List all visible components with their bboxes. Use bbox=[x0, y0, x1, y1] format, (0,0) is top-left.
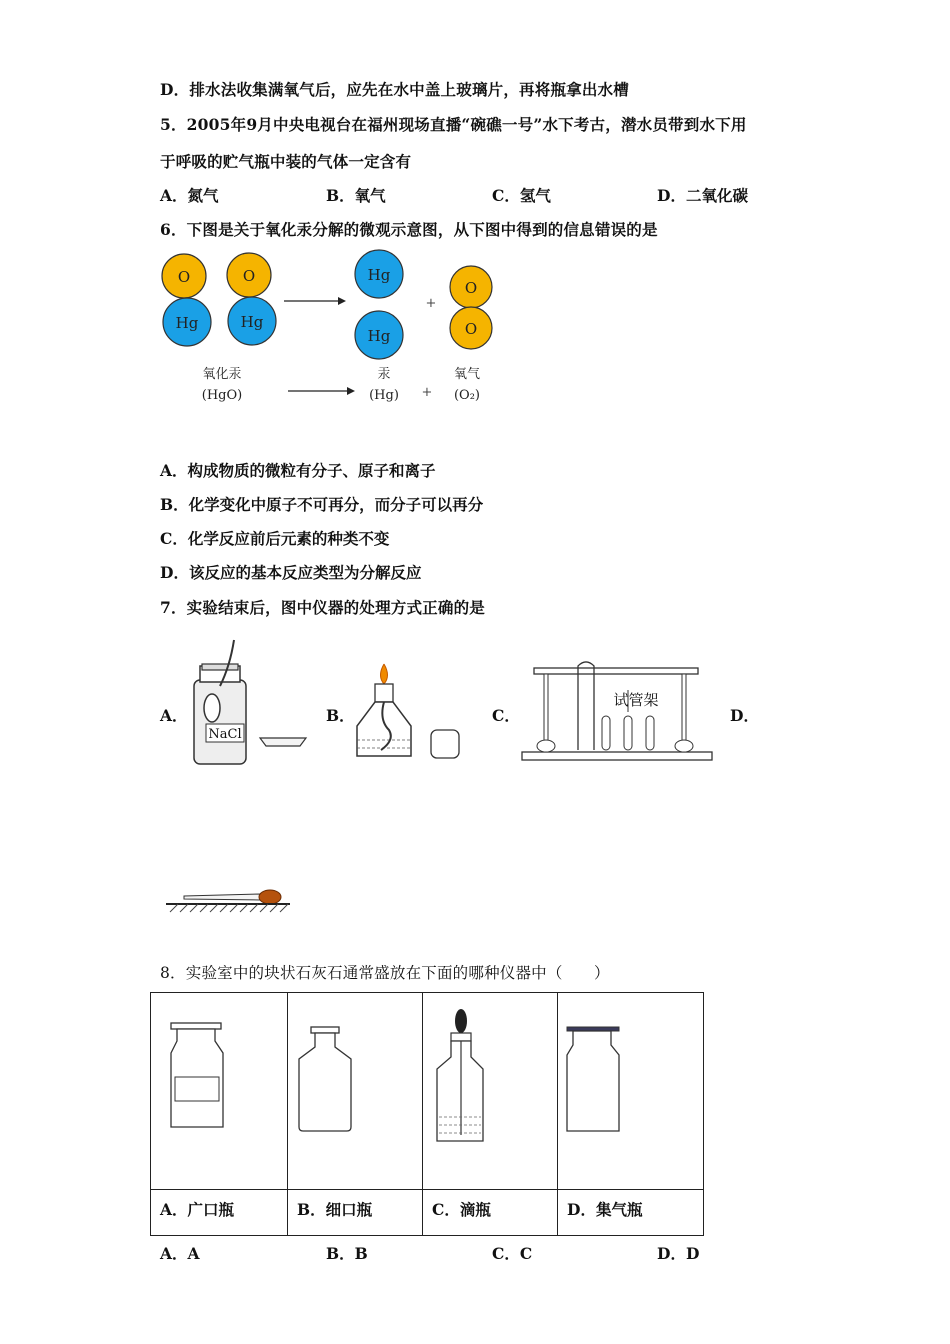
lamp-neck bbox=[375, 684, 393, 702]
label-hgo-formula: (HgO) bbox=[201, 388, 243, 403]
label-hg-formula: (Hg) bbox=[369, 388, 399, 403]
atom-label-hg: Hg bbox=[240, 313, 264, 331]
gas-collecting-bottle-icon bbox=[565, 1025, 625, 1135]
label-hgo-name: 氧化汞 bbox=[202, 367, 242, 382]
test-tube-rack-illustration bbox=[520, 660, 720, 766]
q7-label-a: A． bbox=[160, 706, 188, 725]
q6-option-a: A．构成物质的微粒有分子、原子和离子 bbox=[160, 461, 436, 480]
q5-stem-line1: 5．2005年9月中央电视台在福州现场直播“碗礁一号”水下考古，潜水员带到水下用 bbox=[160, 115, 747, 134]
atom-label-hg: Hg bbox=[175, 314, 199, 332]
q8-stem: 8．实验室中的块状石灰石通常盛放在下面的哪种仪器中（ ） bbox=[160, 964, 610, 982]
rack-base bbox=[522, 752, 712, 760]
q6-option-d: D．该反应的基本反应类型为分解反应 bbox=[160, 563, 422, 582]
q5-option-c: C．氢气 bbox=[492, 186, 551, 205]
bottle-mouth bbox=[202, 664, 238, 670]
q4-option-d: D．排水法收集满氧气后，应先在水中盖上玻璃片，再将瓶拿出水槽 bbox=[160, 80, 629, 99]
q8-option-c: C．C bbox=[492, 1244, 533, 1263]
nacl-bottle-with-spoon-illustration bbox=[190, 636, 310, 768]
spoon-scoop bbox=[204, 694, 220, 722]
q6-option-c: C．化学反应前后元素的种类不变 bbox=[160, 529, 390, 548]
q6-stem: 6．下图是关于氧化汞分解的微观示意图，从下图中得到的信息错误的是 bbox=[160, 220, 658, 239]
atom-label-o: O bbox=[242, 267, 256, 285]
rack-label: 试管架 bbox=[613, 691, 659, 709]
caption-dropper-bottle: C．滴瓶 bbox=[432, 1200, 491, 1219]
q5-stem-line2: 于呼吸的贮气瓶中装的气体一定含有 bbox=[160, 152, 412, 171]
inverted-tube bbox=[578, 662, 594, 750]
right-foot bbox=[675, 740, 693, 752]
q6-option-b: B．化学变化中原子不可再分，而分子可以再分 bbox=[160, 495, 484, 514]
q8-instrument-table bbox=[150, 992, 704, 1236]
stopper-dish bbox=[260, 738, 306, 746]
q8-option-a: A．A bbox=[160, 1244, 200, 1263]
atom-label-o: O bbox=[464, 320, 478, 338]
dropper-on-bench-illustration bbox=[164, 884, 294, 916]
q5-option-a: A．氮气 bbox=[160, 186, 219, 205]
narrow-mouth-bottle-icon bbox=[297, 1025, 357, 1135]
bottle-body bbox=[194, 680, 246, 764]
test-tube bbox=[646, 716, 654, 750]
rack-top-bar bbox=[534, 668, 698, 674]
test-tube bbox=[624, 716, 632, 750]
alcohol-lamp-illustration bbox=[355, 660, 475, 766]
arrow-head bbox=[347, 387, 355, 395]
arrow-head bbox=[338, 297, 346, 305]
label-hg-name: 汞 bbox=[377, 367, 391, 382]
rack-right-post bbox=[682, 674, 686, 744]
plus-sign: + bbox=[421, 385, 433, 400]
caption-narrow-mouth-bottle: B．细口瓶 bbox=[297, 1200, 373, 1219]
flame bbox=[381, 664, 388, 684]
wide-mouth-bottle-icon bbox=[169, 1021, 229, 1131]
rack-left-post bbox=[544, 674, 548, 744]
q5-option-b: B．氧气 bbox=[326, 186, 386, 205]
mercury-oxide-decomposition-diagram bbox=[150, 245, 510, 415]
q8-option-d: D．D bbox=[657, 1244, 700, 1263]
caption-wide-mouth-bottle: A．广口瓶 bbox=[160, 1200, 235, 1219]
left-foot bbox=[537, 740, 555, 752]
atom-label-o: O bbox=[464, 279, 478, 297]
nacl-label: NaCl bbox=[208, 727, 242, 742]
q7-label-d: D． bbox=[730, 706, 759, 725]
label-o2-name: 氧气 bbox=[453, 367, 481, 382]
dropper-tube bbox=[184, 894, 260, 900]
test-tube bbox=[602, 716, 610, 750]
label-o2-formula: (O₂) bbox=[453, 388, 481, 403]
plus-sign: + bbox=[425, 296, 437, 311]
q7-stem: 7．实验结束后，图中仪器的处理方式正确的是 bbox=[160, 598, 485, 617]
atom-label-hg: Hg bbox=[367, 327, 391, 345]
table-row-divider bbox=[151, 1189, 703, 1190]
q7-label-b: B． bbox=[326, 706, 355, 725]
dropper-bottle-icon bbox=[433, 1005, 493, 1145]
rubber-bulb bbox=[259, 890, 281, 904]
atom-label-o: O bbox=[177, 268, 191, 286]
caption-gas-collecting-bottle: D．集气瓶 bbox=[567, 1200, 643, 1219]
q8-option-b: B．B bbox=[326, 1244, 368, 1263]
q5-option-d: D．二氧化碳 bbox=[657, 186, 748, 205]
bench-hatching bbox=[170, 904, 288, 912]
lamp-cap bbox=[431, 730, 459, 758]
atom-label-hg: Hg bbox=[367, 266, 391, 284]
q7-label-c: C． bbox=[492, 706, 520, 725]
